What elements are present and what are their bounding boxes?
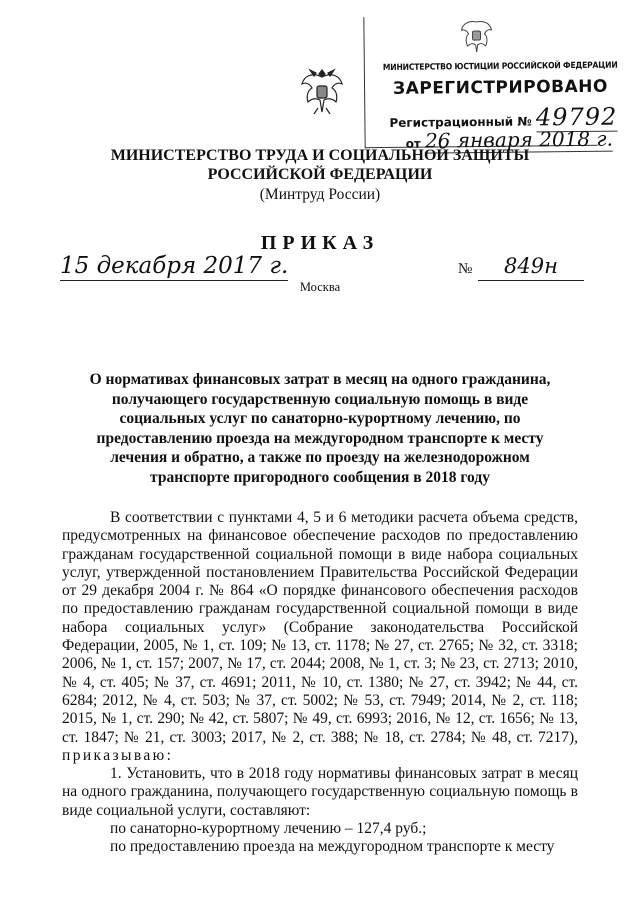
- order-number-label: №: [458, 261, 473, 277]
- stamp-date: 26 января 2018 г.: [424, 126, 614, 153]
- city-name: Москва: [299, 280, 341, 294]
- preamble-text: В соответствии с пунктами 4, 5 и 6 методики расчета объема средств, предусмотренных на финансовое обеспечение расходов по предоставлению гражданам государственной социальной помощи в виде набора социальных услуг, утвержденной постановлением Правительства Российской Федерации от 29 декабря 2004 г. № 864 «О порядке финансового обеспечения расходов по предоставлению гражданам государственной социальной помощи в виде набора социальных услуг» (Собрание законодательства Российской Федерации, 2005, № 1, ст. 109; № 13, ст. 1178; № 27, ст. 2765; № 32, ст. 3318; 2006, № 1, ст. 157; 2007, № 17, ст. 2044; 2008, № 1, ст. 3; № 23, ст. 2713; 2010, № 4, ст. 405; № 37, ст. 4691; 2011, № 10, ст. 1380; № 27, ст. 3942; № 44, ст. 6284; 2012, № 4, ст. 503; № 37, ст. 5002; № 53, ст. 7949; 2014, № 2, ст. 118; 2015, № 1, ст. 290; № 42, ст. 5807; № 49, ст. 6993; 2016, № 12, ст. 1656; № 13, ст. 1847; № 21, ст. 3003; 2017, № 2, ст. 388; № 18, ст. 2784; № 48, ст. 7217),: [62, 509, 578, 746]
- ministry-title-line2: РОССИЙСКОЙ ФЕДЕРАЦИИ: [207, 166, 433, 183]
- stamp-reg-label: Регистрационный №: [389, 114, 532, 130]
- order-heading: ПРИКАЗ: [260, 232, 380, 254]
- order-date: 15 декабря 2017 г.: [60, 253, 289, 279]
- stamp-reg-number: 49792: [535, 102, 618, 132]
- ministry-title-line1: МИНИСТЕРСТВО ТРУДА И СОЦИАЛЬНОЙ ЗАЩИТЫ: [110, 147, 530, 164]
- order-number: 849н: [478, 252, 584, 281]
- stamp-ministry-name: МИНИСТЕРСТВО ЮСТИЦИИ РОССИЙСКОЙ ФЕДЕРАЦИИ: [382, 60, 618, 74]
- stamp-date-prefix: от: [405, 136, 421, 151]
- ministry-short-name: (Минтруд России): [259, 186, 381, 203]
- document-title: О нормативах финансовых затрат в месяц на одного гражданина, получающего государственную социальную помощь в виде социальных услуг по санаторно-курортному лечению, по предоставлению проезда на междугородном транспорте к месту лечения и обратно, а также по проезду на железнодорожном транспорте пригородного сообщения в 2018 году: [89, 371, 551, 486]
- stamp-status: ЗАРЕГИСТРИРОВАНО: [392, 76, 609, 99]
- order-verb: приказываю:: [62, 746, 174, 764]
- document-body: [62, 509, 578, 857]
- subitem-intercity-transport: по предоставлению проезда на междугородном транспорте к месту: [110, 838, 555, 856]
- ministry-title: [0, 146, 640, 184]
- coat-of-arms-emblem: [298, 64, 346, 118]
- stamp-eagle-icon: [456, 18, 496, 56]
- item-1-paragraph: 1. Установить, что в 2018 году нормативы финансовых затрат в месяц на одного гражданина, получающего государственную социальную помощь в виде социальной услуги, составляют:: [62, 765, 578, 819]
- preamble-paragraph: [62, 509, 578, 765]
- subitem-sanatorium: по санаторно-курортному лечению – 127,4 руб.;: [110, 820, 427, 838]
- registration-stamp: [363, 15, 618, 153]
